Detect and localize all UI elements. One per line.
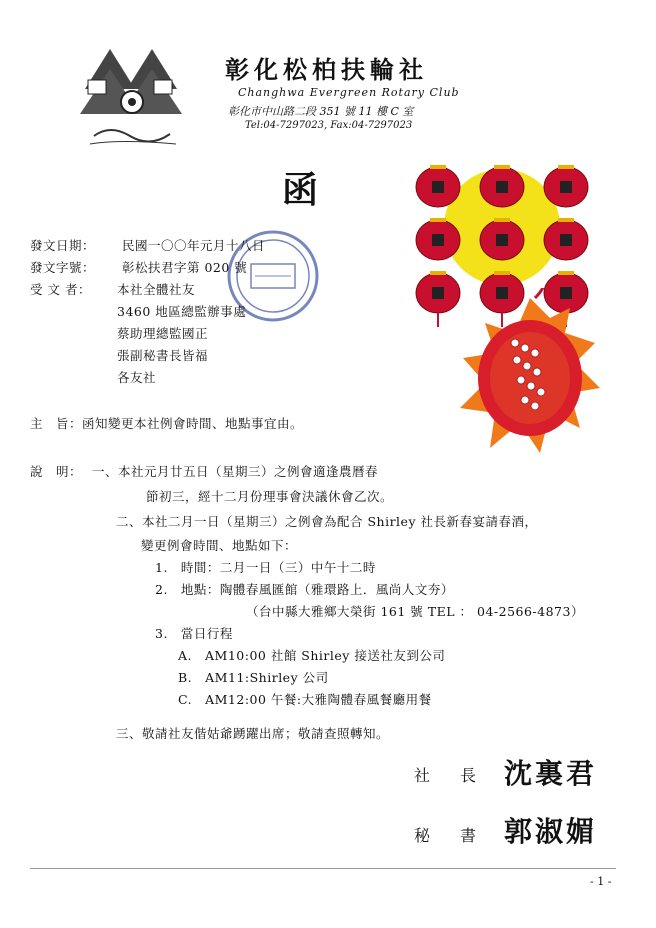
footer-divider bbox=[30, 868, 616, 869]
subject-line bbox=[30, 414, 303, 432]
doc-type-title: 函 bbox=[282, 169, 319, 211]
doc-number-label: 發文字號： bbox=[30, 260, 96, 275]
schedule-item: B. AM11:Shirley 公司 bbox=[178, 670, 329, 685]
meeting-place-address: （台中縣大雅鄉大榮街 161 號 TEL ： 04-2566-4873） bbox=[246, 604, 584, 619]
explanation-item-3: 三、敬請社友偕姑爺踴躍出席；敬請查照轉知。 bbox=[116, 726, 390, 741]
firecracker-icon bbox=[455, 288, 605, 463]
recipient-item: 張副秘書長皆福 bbox=[117, 348, 209, 363]
schedule-item: A. AM10:00 社館 Shirley 接送社友到公司 bbox=[178, 648, 446, 663]
issue-date-line bbox=[30, 236, 265, 254]
president-label: 社長 bbox=[414, 766, 507, 785]
recipient-item: 蔡助理總監國正 bbox=[117, 326, 209, 341]
meeting-time: 1. 時間：二月一日（三）中午十二時 bbox=[155, 560, 376, 575]
secretary-label: 秘書 bbox=[414, 826, 507, 845]
issue-date: 民國一〇〇年元月十八日 bbox=[122, 238, 266, 253]
recipient-item: 本社全體社友 bbox=[117, 282, 196, 297]
recipient-item: 各友社 bbox=[117, 370, 157, 385]
org-contact: Tel:04-7297023, Fax:04-7297023 bbox=[245, 120, 413, 131]
secretary-name: 郭淑媚 bbox=[504, 815, 598, 848]
page-number: - 1 - bbox=[590, 875, 612, 888]
recipient-label: 受 文 者： bbox=[30, 282, 91, 297]
schedule-item: C. AM12:00 午餐:大雅陶體春風餐廳用餐 bbox=[178, 692, 432, 707]
doc-number-line bbox=[30, 258, 247, 276]
explanation-item-2-cont: 變更例會時間、地點如下： bbox=[141, 538, 298, 553]
explanation-label: 說 明： bbox=[30, 464, 83, 479]
subject-text: 函知變更本社例會時間、地點事宜由。 bbox=[82, 416, 304, 431]
org-name: 彰化松柏扶輪社 bbox=[225, 55, 428, 84]
explanation-item-2: 二、本社二月一日（星期三）之例會為配合 Shirley 社長新春宴請春酒， bbox=[116, 514, 538, 529]
subject-label: 主 旨： bbox=[30, 416, 83, 431]
org-name-en: Changhwa Evergreen Rotary Club bbox=[238, 86, 460, 99]
recipient-item: 3460 地區總監辦事處 bbox=[117, 304, 247, 319]
meeting-place: 2. 地點：陶體春風匯館（雅環路上．風尚人文夯） bbox=[155, 582, 454, 597]
issue-date-label: 發文日期： bbox=[30, 238, 96, 253]
president-name: 沈裏君 bbox=[504, 757, 598, 790]
explanation-item-1: 一、本社元月廿五日（星期三）之例會適逢農曆春 bbox=[92, 464, 379, 479]
rotary-evergreen-logo-icon bbox=[80, 44, 184, 154]
org-address: 彰化市中山路二段 351 號 11 樓 C 室 bbox=[228, 105, 414, 118]
explanation-item-1-cont: 節初三，經十二月份理事會決議休會乙次。 bbox=[146, 489, 394, 504]
doc-number: 彰松扶君字第 020 號 bbox=[122, 260, 248, 275]
schedule-title: 3. 當日行程 bbox=[155, 626, 233, 641]
